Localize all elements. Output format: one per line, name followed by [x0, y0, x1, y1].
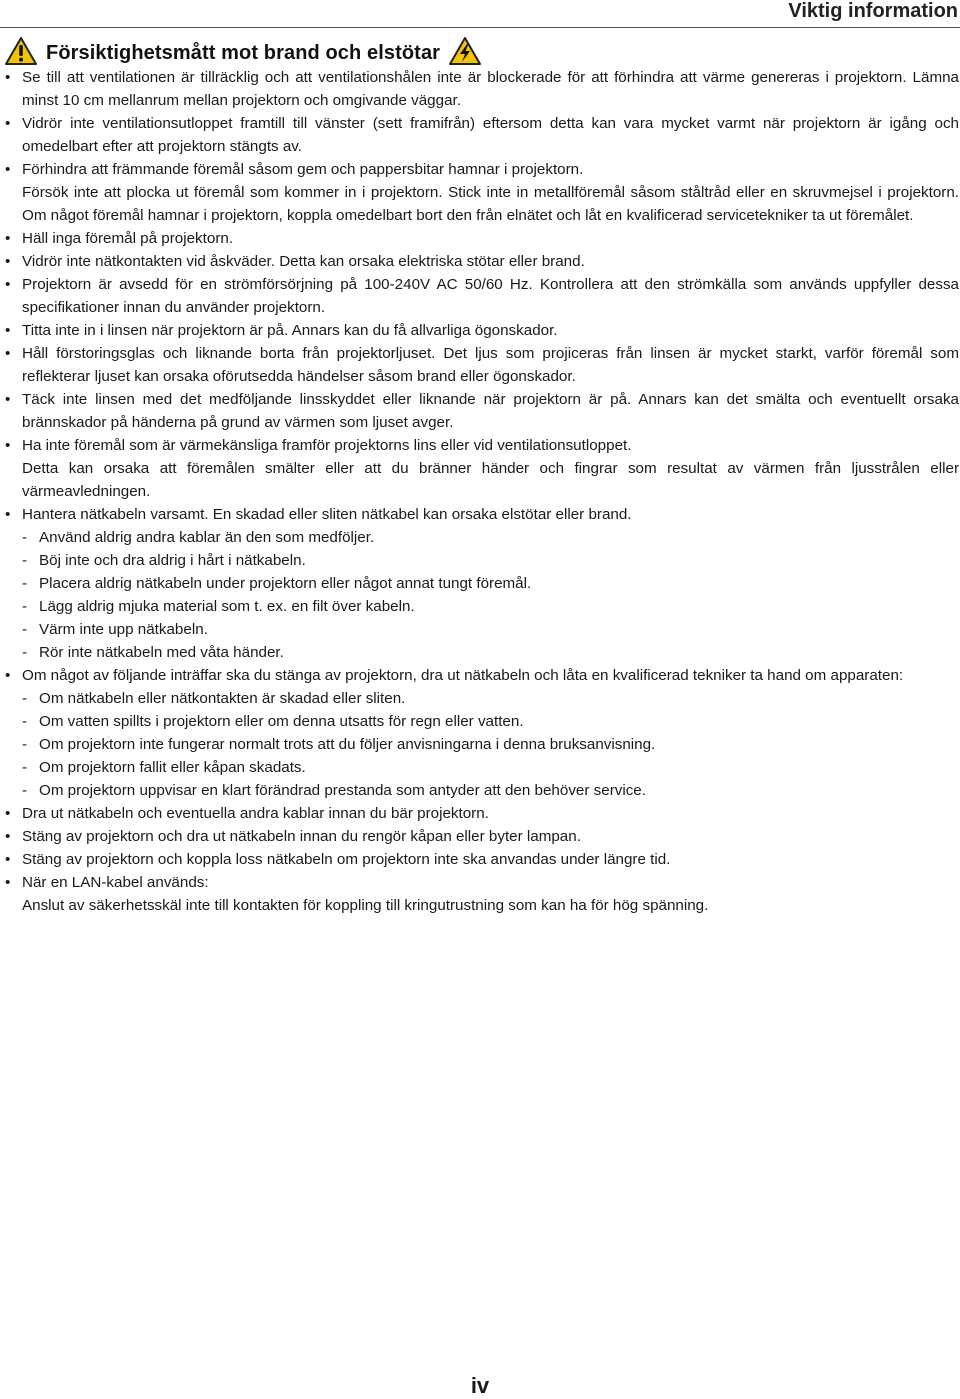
dash-text: Värm inte upp nätkabeln. [39, 621, 208, 638]
dash-sub-item [4, 710, 959, 733]
bullet-text: Täck inte linsen med det medföljande linsskyddet eller liknande när projektorn är på. Annars kan det smälta och eventuellt orsaka brännskador på händerna på grund av värmen som ljuset avger. [22, 391, 959, 431]
bullet-text: Om något av följande inträffar ska du stänga av projektorn, dra ut nätkabeln och låta en kvalificerad tekniker ta hand om apparaten: [22, 667, 904, 684]
dash-mark: - [22, 529, 28, 546]
dash-text: Om projektorn fallit eller kåpan skadats. [39, 759, 306, 776]
bullet-item [4, 250, 959, 273]
bullet-text: Ha inte föremål som är värmekänsliga framför projektorns lins eller vid ventilationsutloppet. [22, 437, 632, 454]
bullet-text: Vidrör inte ventilationsutloppet framtill till vänster (sett framifrån) eftersom detta kan vara mycket varmt när projektorn är igång och omedelbart efter att projektorn stängts av. [22, 115, 959, 155]
dash-mark: - [22, 575, 28, 592]
dash-text: Om vatten spillts i projektorn eller om denna utsatts för regn eller vatten. [39, 713, 524, 730]
dash-text: Om projektorn inte fungerar normalt trots att du följer anvisningarna i denna bruksanvisning. [39, 736, 656, 753]
dash-text: Rör inte nätkabeln med våta händer. [39, 644, 284, 661]
dash-sub-item [4, 756, 959, 779]
header-divider [0, 27, 960, 28]
dash-text: Placera aldrig nätkabeln under projektorn eller något annat tungt föremål. [39, 575, 532, 592]
bullet-item [4, 434, 959, 457]
bullet-text: När en LAN-kabel används: [22, 874, 209, 891]
dash-sub-item [4, 733, 959, 756]
dash-sub-item [4, 549, 959, 572]
bullet-item [4, 388, 959, 434]
bullet-text: Stäng av projektorn och koppla loss nätkabeln om projektorn inte ska anvandas under längre tid. [22, 851, 671, 868]
dash-sub-item [4, 779, 959, 802]
dash-text: Om nätkabeln eller nätkontakten är skadad eller sliten. [39, 690, 406, 707]
bullet-text: Stäng av projektorn och dra ut nätkabeln innan du rengör kåpan eller byter lampan. [22, 828, 581, 845]
dash-sub-item [4, 687, 959, 710]
bullet-item [4, 273, 959, 319]
dash-text: Lägg aldrig mjuka material som t. ex. en filt över kabeln. [39, 598, 415, 615]
dash-mark: - [22, 713, 28, 730]
page-number: iv [470, 1373, 490, 1398]
bullet-item [4, 112, 959, 158]
bullet-text: Hantera nätkabeln varsamt. En skadad eller sliten nätkabel kan orsaka elstötar eller brand. [22, 506, 632, 523]
dash-mark: - [22, 621, 28, 638]
bullet-text: Titta inte in i linsen när projektorn är på. Annars kan du få allvarliga ögonskador. [22, 322, 558, 339]
bullet-item [4, 825, 959, 848]
bullet-item [4, 848, 959, 871]
safety-instructions-list [4, 66, 959, 917]
section-title: Försiktighetsmått mot brand och elstötar [46, 41, 441, 64]
bullet-text: Projektorn är avsedd för en strömförsörjning på 100-240V AC 50/60 Hz. Kontrollera att den strömkälla som används uppfyller dessa specifikationer innan du använder projektorn. [22, 276, 959, 316]
bullet-text: Dra ut nätkabeln och eventuella andra kablar innan du bär projektorn. [22, 805, 489, 822]
continuation-paragraph: Försök inte att plocka ut föremål som kommer in i projektorn. Stick inte in metallföremål såsom ståltråd eller en skruvmejsel i projektorn. Om något föremål hamnar i projektorn, koppla omedelbart bort den från elnätet och låt en kvalificerad servicetekniker ta ut föremålet. [22, 184, 959, 224]
bullet-text: Se till att ventilationen är tillräcklig och att ventilationshålen inte är blockerade för att förhindra att värme genereras i projektorn. Lämna minst 10 cm mellanrum mellan projektorn och omgivande väggar. [22, 69, 959, 109]
bullet-item [4, 319, 959, 342]
dash-mark: - [22, 759, 28, 776]
dash-mark: - [22, 552, 28, 569]
dash-sub-item [4, 595, 959, 618]
continuation-paragraph: Detta kan orsaka att föremålen smälter eller att du bränner händer och fingrar som resultat av värmen från ljusstrålen eller värmeavledningen. [22, 460, 959, 500]
dash-sub-item [4, 641, 959, 664]
bullet-item [4, 871, 959, 894]
dash-text: Om projektorn uppvisar en klart förändrad prestanda som antyder att den behöver service. [39, 782, 646, 799]
dash-text: Använd aldrig andra kablar än den som medföljer. [39, 529, 375, 546]
dash-mark: - [22, 690, 28, 707]
bullet-item [4, 227, 959, 250]
bullet-text: Håll förstoringsglas och liknande borta från projektorljuset. Det ljus som projiceras från linsen är mycket starkt, varför föremål som reflekterar ljuset kan orsaka oförutsedda händelser såsom brand eller ögonskador. [22, 345, 959, 385]
dash-mark: - [22, 782, 28, 799]
bullet-item [4, 66, 959, 112]
bullet-item [4, 802, 959, 825]
bullet-item [4, 664, 959, 687]
dash-mark: - [22, 644, 28, 661]
dash-sub-item [4, 526, 959, 549]
bullet-text: Vidrör inte nätkontakten vid åskväder. Detta kan orsaka elektriska stötar eller brand. [22, 253, 585, 270]
continuation-paragraph: Anslut av säkerhetsskäl inte till kontakten för koppling till kringutrustning som kan ha för hög spänning. [22, 897, 709, 914]
bullet-item [4, 158, 959, 181]
dash-sub-item [4, 572, 959, 595]
dash-mark: - [22, 736, 28, 753]
section-heading [4, 36, 482, 70]
dash-mark: - [22, 598, 28, 615]
page-header-title: Viktig information [788, 0, 958, 22]
bullet-text: Förhindra att främmande föremål såsom gem och pappersbitar hamnar i projektorn. [22, 161, 584, 178]
bullet-item [4, 342, 959, 388]
bullet-item [4, 503, 959, 526]
dash-sub-item [4, 618, 959, 641]
bullet-text: Häll inga föremål på projektorn. [22, 230, 234, 247]
dash-text: Böj inte och dra aldrig i hårt i nätkabeln. [39, 552, 306, 569]
